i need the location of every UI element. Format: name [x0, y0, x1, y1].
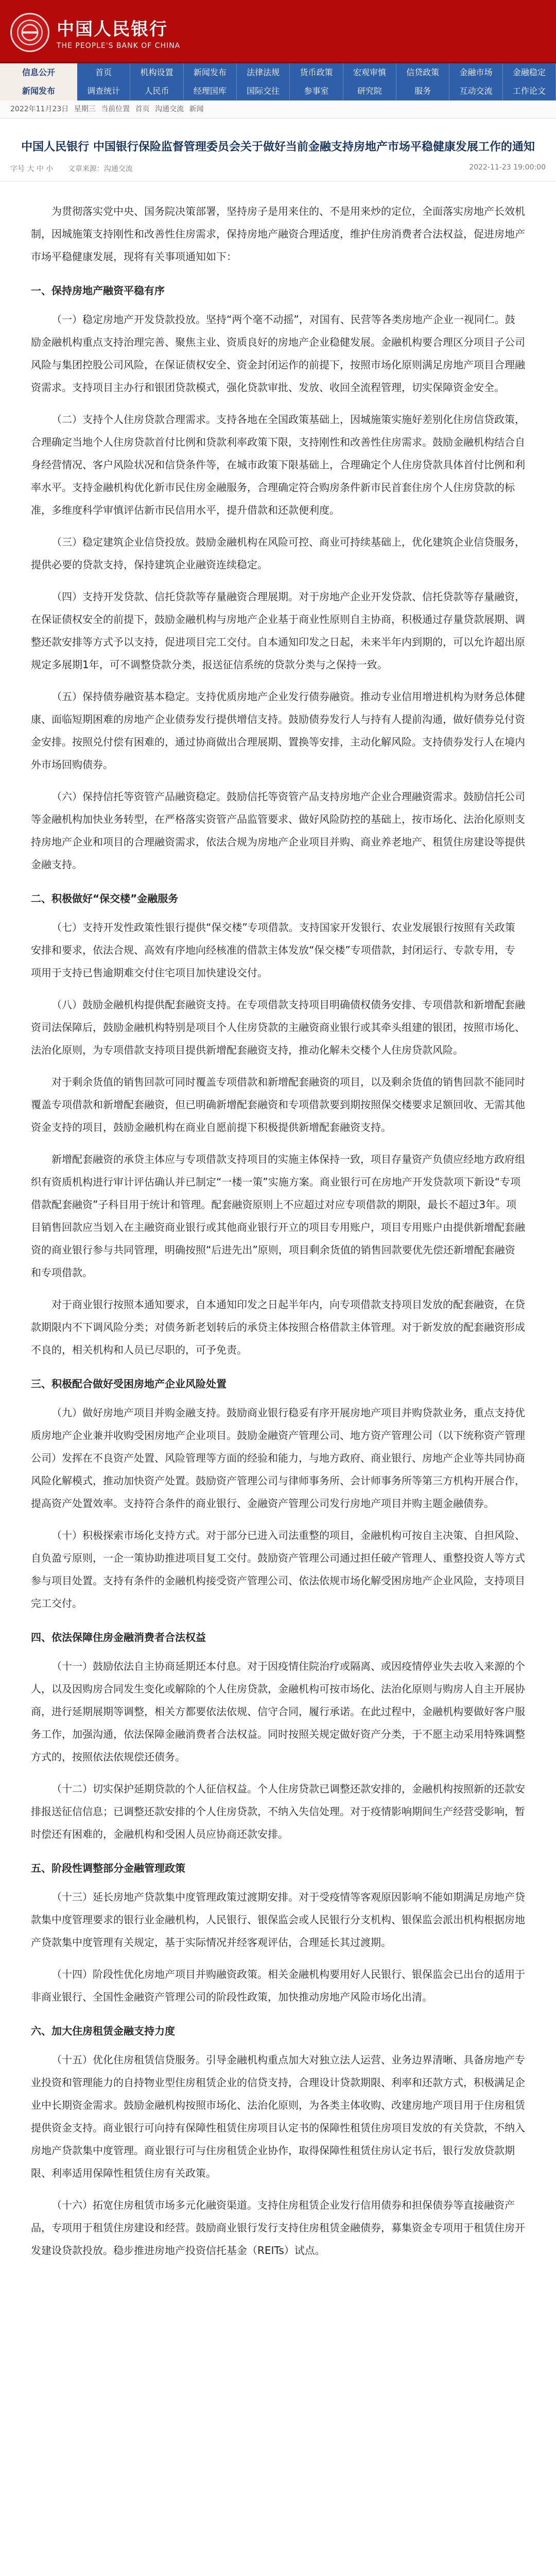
nav-item[interactable]: 研究院	[343, 82, 396, 100]
article-paragraph: （四）支持开发贷款、信托贷款等存量融资合理展期。对于房地产企业开发贷款、信托贷款等存量融资，在保证债权安全的前提下，鼓励金融机构与房地产企业基于商业性原则自主协商，积极通过存量贷款展期、调整还款安排等方式予以支持，促进项目完工交付。自本通知印发之日起，未来半年内到期的，可以允许超出原规定多展期1年，可不调整贷款分类，报送征信系统的贷款分类与之保持一致。	[31, 590, 525, 671]
breadcrumb-link[interactable]: 首页	[135, 105, 150, 113]
nav-item[interactable]: 工作论文	[503, 82, 556, 100]
nav-item[interactable]: 新闻发布	[184, 63, 237, 82]
breadcrumb-weekday: 星期三	[74, 105, 96, 113]
source-label: 文章来源：沟通交流	[67, 165, 133, 173]
section-heading: 二、积极做好“保交楼”金融服务	[31, 892, 179, 905]
article-paragraph: （九）做好房地产项目并购金融支持。鼓励商业银行稳妥有序开展房地产项目并购贷款业务，重点支持优质房地产企业兼并收购受困房地产企业项目。鼓励金融资产管理公司、地方资产管理公司（以下统称资产管理公司）发挥在不良资产处置、风险管理等方面的经验和能力，与地方政府、商业银行、房地产企业等共同协商风险化解模式，推动加快资产处置。鼓励资产管理公司与律师事务所、会计师事务所等第三方机构开展合作，提高资产处置效率。支持符合条件的商业银行、金融资产管理公司发行房地产项目并购主题金融债券。	[31, 1406, 525, 1510]
side-nav	[0, 63, 77, 100]
article-paragraph: （十四）阶段性优化房地产项目并购融资政策。相关金融机构要用好人民银行、银保监会已出台的适用于非商业银行、全国性金融资产管理公司的阶段性政策，加快推动房地产风险市场化出清。	[31, 1968, 525, 2003]
article-paragraph: （十五）优化住房租赁信贷服务。引导金融机构重点加大对独立法人运营、业务边界清晰、具备房地产专业投资和管理能力的自持物业型住房租赁企业的信贷支持，合理设计贷款期限、利率和还款方式，积极满足企业中长期资金需求。鼓励金融机构按照市场化、法治化原则，为各类主体收购、改建房地产项目用于住房租赁提供资金支持。商业银行可向持有保障性租赁住房项目认定书的保障性租赁住房项目发放的有关贷款，不纳入房地产贷款集中度管理。商业银行可与住房租赁企业协作，取得保障性租赁住房认定书后，银行发放贷款期限、利率适用保障性租赁住房有关政策。	[31, 2054, 525, 2179]
breadcrumb-link[interactable]: 新闻	[189, 105, 204, 113]
nav-item[interactable]: 法律法规	[237, 63, 290, 82]
meta-left	[10, 163, 145, 174]
nav-grid	[77, 63, 556, 100]
side-nav-item[interactable]: 新闻发布	[22, 86, 55, 96]
nav-item[interactable]: 调查统计	[77, 82, 130, 100]
breadcrumb-label: 当前位置	[101, 105, 130, 113]
article-paragraph: （十一）鼓励依法自主协商延期还本付息。对于因疫情住院治疗或隔离、或因疫情停业失去收入来源的个人，以及因购房合同发生变化或解除的个人住房贷款，金融机构可按市场化、法治化原则与购房人自主开展协商，进行延期展期等调整，相关方都要依法依规、信守合同，履行承诺。在此过程中，金融机构要做好客户服务工作，加强沟通，依法保障金融消费者合法权益。同时按照关规定做好资产分类，于不愿主动采用特殊调整方式的，按照依法依规偿还债务。	[31, 1660, 525, 1763]
nav-item[interactable]: 金融市场	[449, 63, 502, 82]
nav-item[interactable]: 参事室	[290, 82, 343, 100]
nav-item[interactable]: 货币政策	[290, 63, 343, 82]
article-paragraph: 新增配套融资的承贷主体应与专项借款支持项目的实施主体保持一致，项目存量资产负债应经地方政府组织有资质机构进行审计评估确认并已制定“一楼一策”实施方案。商业银行可在房地产开发贷款项下新设“专项借款配套融资”子科目用于统计和管理。配套融资原则上不应超过对应专项借款的期限，最长不超过3年。项目销售回款应当划入在主融资商业银行或其他商业银行开立的项目专用账户，项目专用账户由提供新增配套融资的商业银行参与共同管理，明确按照“后进先出”原则，项目剩余货值的销售回款要优先偿还新增配套融资和专项借款。	[31, 1153, 525, 1279]
publish-time: 2022-11-23 19:00:00	[469, 163, 546, 172]
nav-item[interactable]: 宏观审慎	[343, 63, 396, 82]
section-heading: 六、加大住房租赁金融支持力度	[31, 2025, 175, 2037]
logo-group[interactable]	[10, 13, 180, 52]
nav-item[interactable]: 互动交流	[449, 82, 502, 100]
nav-item[interactable]: 人民币	[130, 82, 183, 100]
article-paragraph: （六）保持信托等资管产品融资稳定。鼓励信托等资管产品支持房地产企业合理融资需求。鼓励信托公司等金融机构加快业务转型，在严格落实资管产品监管要求、做好风险防控的基础上，按市场化、法治化原则支持房地产企业和项目的合理融资需求，依法合规为房地产企业项目并购、商业养老地产、租赁住房建设等提供金融支持。	[31, 790, 525, 871]
brand	[57, 15, 180, 50]
nav-item[interactable]: 服务	[396, 82, 449, 100]
nav-item[interactable]: 机构设置	[130, 63, 183, 82]
nav-item[interactable]: 信贷政策	[396, 63, 449, 82]
article-paragraph: （七）支持开发性政策性银行提供“保交楼”专项借款。支持国家开发银行、农业发展银行按照有关政策安排和要求，依法合规、高效有序地向经核准的借款主体发放“保交楼”专项借款，封闭运行、专款专用，专项用于支持已售逾期难交付住宅项目加快建设交付。	[31, 921, 515, 979]
nav-item[interactable]: 经理国库	[184, 82, 237, 100]
brand-cn: 中国人民银行	[57, 19, 168, 40]
article-paragraph: （十六）拓宽住房租赁市场多元化融资渠道。支持住房租赁企业发行信用债券和担保债券等直接融资产品，专项用于租赁住房建设和经营。鼓励商业银行发行支持住房租赁金融债券，募集资金专项用于租赁住房开发建设贷款投放。稳步推进房地产投资信托基金（REITs）试点。	[31, 2199, 525, 2257]
article-paragraph: （十二）切实保护延期贷款的个人征信权益。个人住房贷款已调整还款安排的，金融机构按照新的还款安排报送征信信息；已调整还款安排的个人住房贷款，不纳入失信处理。对于疫情影响期间生产经营受影响，暂时偿还有困难的，金融机构和受困人员应协商还款安排。	[31, 1783, 525, 1840]
article-paragraph: （五）保持债券融资基本稳定。支持优质房地产企业发行债券融资。推动专业信用增进机构为财务总体健康、面临短期困难的房地产企业债券发行提供增信支持。鼓励债券发行人与持有人提前沟通，做好债券兑付资金安排。按照兑付偿有困难的，通过协商做出合理展期、置换等安排，主动化解风险。支持债券发行人在境内外市场回购债券。	[31, 690, 525, 771]
document-meta	[0, 163, 556, 181]
article-paragraph: 对于剩余货值的销售回款可同时覆盖专项借款和新增配套融资的项目，以及剩余货值的销售回款不能同时覆盖专项借款和新增配套融资，但已明确新增配套融资和专项借款要到期按照保交楼要求足额回收、无需其他资金支持的项目，鼓励金融机构在商业自愿前提下积极提供新增配套融资支持。	[31, 1076, 525, 1133]
nav-item[interactable]: 金融稳定	[503, 63, 556, 82]
intro-paragraph: 为贯彻落实党中央、国务院决策部署，坚持房子是用来住的、不是用来炒的定位，全面落实房地产长效机制，因城施策支持刚性和改善性住房需求，保持房地产融资合理适度，维护住房消费者合法权益，促进房地产市场平稳健康发展，现将有关事项通知如下：	[31, 205, 525, 263]
site-header	[0, 0, 556, 63]
article-paragraph: （一）稳定房地产开发贷款投放。坚持“两个毫不动摇”，对国有、民营等各类房地产企业一视同仁。鼓励金融机构重点支持治理完善、聚焦主业、资质良好的房地产企业稳健发展。金融机构要合理区分项目子公司风险与集团控股公司风险，在保证债权安全、资金封闭运作的前提下，按照市场化原则满足房地产项目合理融资需求。支持项目主办行和银团贷款模式，强化贷款审批、发放、收回全流程管理，切实保障资金安全。	[31, 313, 525, 394]
main-navigation	[0, 63, 556, 100]
section-heading: 五、阶段性调整部分金融管理政策	[31, 1862, 185, 1874]
breadcrumb	[0, 100, 556, 118]
font-size-controls[interactable]: 字号 大 中 小	[10, 165, 54, 173]
article-paragraph: （二）支持个人住房贷款合理需求。支持各地在全国政策基础上，因城施策实施好差别化住房信贷政策，合理确定当地个人住房贷款首付比例和贷款利率政策下限，支持刚性和改善性住房需求。鼓励金融机构结合自身经营情况、客户风险状况和信贷条件等，在城市政策下限基础上，合理确定个人住房贷款具体首付比例和利率水平。支持金融机构优化新市民住房金融服务，合理确定符合购房条件新市民首套住房个人住房贷款的标准，多维度科学审慎评估新市民信用水平，提升借款和还款便利度。	[31, 413, 525, 516]
section-heading: 四、依法保障住房金融消费者合法权益	[31, 1631, 206, 1643]
article-paragraph: （三）稳定建筑企业信贷投放。鼓励金融机构在风险可控、商业可持续基础上，优化建筑企业信贷服务，提供必要的贷款支持，保持建筑企业融资连续稳定。	[31, 536, 525, 571]
bank-logo-icon	[10, 13, 49, 52]
article-paragraph: （十）积极探索市场化支持方式。对于部分已进入司法重整的项目，金融机构可按自主决策、自担风险、自负盈亏原则，一企一策协助推进项目复工交付。鼓励资产管理公司通过担任破产管理人、重整投资人等方式参与项目处置。支持有条件的金融机构接受资产管理公司、依法依规市场化解受困房地产企业风险，支持项目完工交付。	[31, 1529, 525, 1609]
breadcrumb-link[interactable]: 沟通交流	[155, 105, 184, 113]
document-title: 中国人民银行 中国银行保险监督管理委员会关于做好当前金融支持房地产市场平稳健康发展工作的通知	[21, 141, 535, 154]
nav-item[interactable]: 首页	[77, 63, 130, 82]
brand-en: THE PEOPLE'S BANK OF CHINA	[57, 42, 181, 50]
article-body	[0, 181, 556, 2292]
breadcrumb-date: 2022年11月23日	[10, 105, 69, 113]
section-heading: 一、保持房地产融资平稳有序	[31, 284, 165, 297]
nav-item[interactable]: 国际交往	[237, 82, 290, 100]
article-paragraph: （八）鼓励金融机构提供配套融资支持。在专项借款支持项目明确债权债务安排、专项借款和新增配套融资司法保障后，鼓励金融机构特别是项目个人住房贷款的主融资商业银行或其牵头组建的银团，按照市场化、法治化原则，为专项借款支持项目提供新增配套融资支持，推动化解未交楼个人住房贷款风险。	[31, 998, 525, 1056]
article-paragraph: 对于商业银行按照本通知要求，自本通知印发之日起半年内，向专项借款支持项目发放的配套融资，在贷款期限内不下调风险分类；对债务新老划转后的承贷主体按照合格借款主体管理。对于新发放的配套融资形成不良的，相关机构和人员已尽职的，可予免责。	[31, 1298, 525, 1356]
side-nav-item[interactable]: 信息公开	[22, 67, 55, 77]
article-paragraph: （十三）延长房地产贷款集中度管理政策过渡期安排。对于受疫情等客观原因影响不能如期满足房地产贷款集中度管理要求的银行业金融机构，人民银行、银保监会或人民银行分支机构、银保监会派出机构根据房地产贷款集中度管理有关规定，基于实际情况并经客观评估，合理延长其过渡期。	[31, 1891, 525, 1948]
section-heading: 三、积极配合做好受困房地产企业风险处置	[31, 1378, 227, 1390]
